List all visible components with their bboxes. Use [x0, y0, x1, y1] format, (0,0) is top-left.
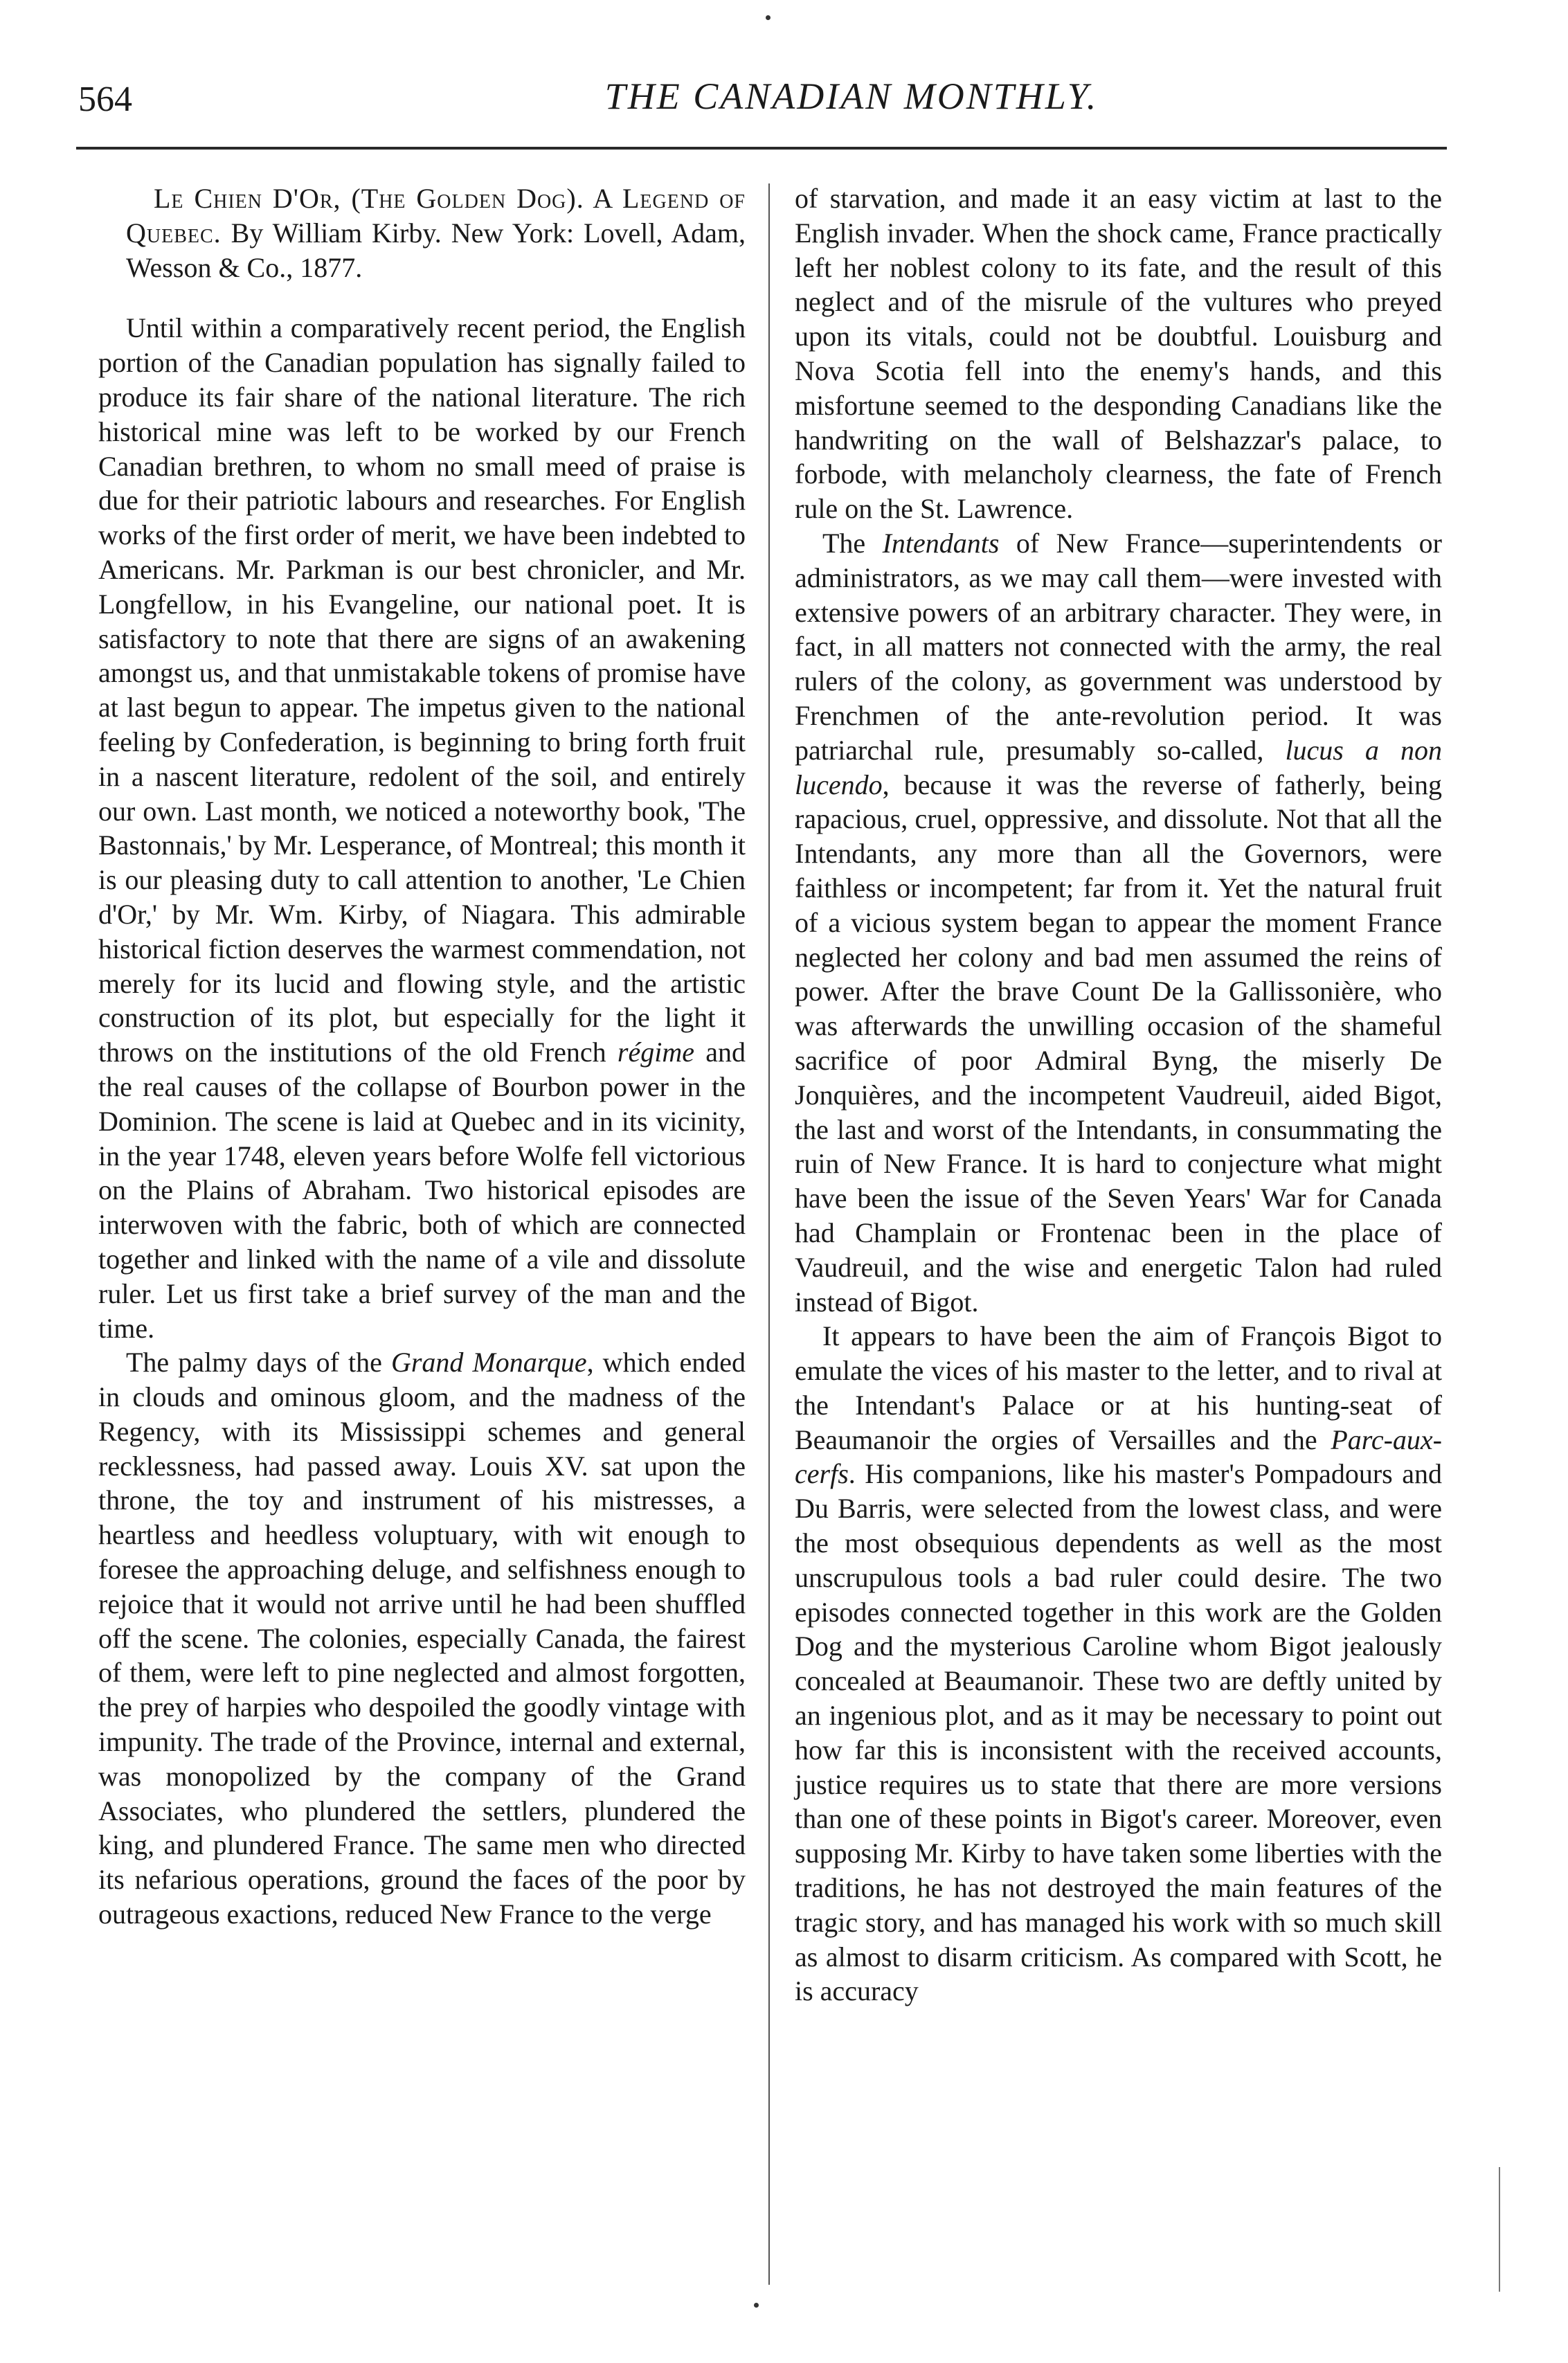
left-column	[98, 181, 746, 1932]
right-column	[795, 181, 1442, 2009]
column-divider	[768, 183, 770, 2285]
margin-rule	[1499, 2167, 1500, 2292]
paragraph: It appears to have been the aim of François Bigot to emulate the vices of his master to the letter, and to rival at the Intendant's Palace or at his hunting-seat of Beaumanoir the orgies of Versailles and the Parc-aux-cerfs. His companions, like his master's Pompadours and Du Barris, were selected from the lowest class, and were the most obsequious dependents as well as the most unscrupulous tools a bad ruler could desire. The two episodes connected together in this work are the Golden Dog and the mysterious Caroline whom Bigot jealously concealed at Beaumanoir. These two are deftly united by an ingenious plot, and as it may be necessary to point out how far this is inconsistent with the received accounts, justice requires us to state that there are more versions than one of these points in Bigot's career. Moreover, even supposing Mr. Kirby to have taken some liberties with the traditions, he has not destroyed the main features of the tragic story, and has managed his work with so much skill as almost to disarm criticism. As compared with Scott, he is accuracy	[795, 1320, 1442, 2007]
italic-term: Parc-aux-cerfs	[795, 1423, 1442, 1490]
italic-term: régime	[617, 1036, 694, 1068]
running-title: THE CANADIAN MONTHLY.	[604, 75, 1099, 117]
print-speck-top	[766, 15, 771, 20]
book-title-block	[98, 181, 746, 285]
book-publication-details: By William Kirby. New York: Lovell, Adam, Wesson & Co., 1877.	[126, 217, 746, 283]
paragraph-continued: of starvation, and made it an easy victim at last to the English invader. When the shock came, France practically left her noblest colony to its fate, and the result of this neglect and of the misrule of the vultures who preyed upon its vitals, could not be doubtful. Louisburg and Nova Scotia fell into the enemy's hands, and this misfortune seemed to the desponding Canadians like the handwriting on the wall of Belshazzar's palace, to forbode, with melancholy clearness, the fate of French rule on the St. Lawrence.	[795, 183, 1442, 525]
paragraph: The palmy days of the Grand Monarque, which ended in clouds and ominous gloom, and the madness of the Regency, with its Mississippi schemes and general recklessness, had passed away. Louis XV. sat upon the throne, the toy and instrument of his mistresses, a heartless and heedless voluptuary, with wit enough to foresee the approaching deluge, and selfishness enough to rejoice that it would not arrive until he had been shuffled off the scene. The colonies, especially Canada, the fairest of them, were left to pine neglected and almost forgotten, the prey of harpies who despoiled the goodly vintage with impunity. The trade of the Province, internal and external, was monopolized by the company of the Grand Associates, who plundered the settlers, plundered the king, and plundered France. The same men who directed its nefarious operations, ground the faces of the poor by outrageous exactions, reduced New France to the verge	[98, 1347, 746, 1930]
italic-term: lucus a non lucendo	[795, 734, 1442, 800]
italic-term: Intendants	[882, 527, 1000, 559]
paragraph: The Intendants of New France—superintendents or administrators, as we may call them—were invested with extensive powers of an arbitrary character. They were, in fact, in all matters not connected with the army, the real rulers of the colony, as government was understood by Frenchmen of the ante-revolution period. It was patriarchal rule, presumably so-called, lucus a non lucendo, because it was the reverse of fatherly, being rapacious, cruel, oppressive, and dissolute. Not that all the Intendants, any more than all the Governors, were faithless or incompetent; far from it. Yet the natural fruit of a vicious system began to appear the moment France neglected her colony and bad men assumed the reins of power. After the brave Count De la Gallissonière, who was afterwards the unwilling occasion of the shameful sacrifice of poor Admiral Byng, the miserly De Jonquières, and the incompetent Vaudreuil, aided Bigot, the last and worst of the Intendants, in consummating the ruin of New France. It is hard to conjecture what might have been the issue of the Seven Years' War for Canada had Champlain or Frontenac been in the place of Vaudreuil, and the wise and energetic Talon had ruled instead of Bigot.	[795, 527, 1442, 1318]
header-rule	[76, 147, 1447, 150]
italic-term: Grand Monarque	[390, 1347, 587, 1378]
book-title: Le Chien D'Or, (The Golden Dog). A Legend of Quebec.	[126, 183, 746, 249]
print-speck-middle	[754, 2303, 759, 2308]
page-number: 564	[78, 80, 132, 119]
paragraph: Until within a comparatively recent period, the English portion of the Canadian population has signally failed to produce its fair share of the national literature. The rich historical mine was left to be worked by our French Canadian brethren, to whom no small meed of praise is due for their patriotic labours and researches. For English works of the first order of merit, we have been indebted to Americans. Mr. Parkman is our best chronicler, and Mr. Longfellow, in his Evangeline, our national poet. It is satisfactory to note that there are signs of an awakening amongst us, and that unmistakable tokens of promise have at last begun to appear. The impetus given to the national feeling by Confederation, is beginning to bring forth fruit in a nascent literature, redolent of the soil, and entirely our own. Last month, we noticed a noteworthy book, 'The Bastonnais,' by Mr. Lesperance, of Montreal; this month it is our pleasing duty to call attention to another, 'Le Chien d'Or,' by Mr. Wm. Kirby, of Niagara. This admirable historical fiction deserves the warmest commendation, not merely for its lucid and flowing style, and the artistic construction of its plot, but especially for the light it throws on the institutions of the old French régime and the real causes of the collapse of Bourbon power in the Dominion. The scene is laid at Quebec and in its vicinity, in the year 1748, eleven years before Wolfe fell victorious on the Plains of Abraham. Two historical episodes are interwoven with the fabric, both of which are connected together and linked with the name of a vile and dissolute ruler. Let us first take a brief survey of the man and the time.	[98, 312, 746, 1344]
